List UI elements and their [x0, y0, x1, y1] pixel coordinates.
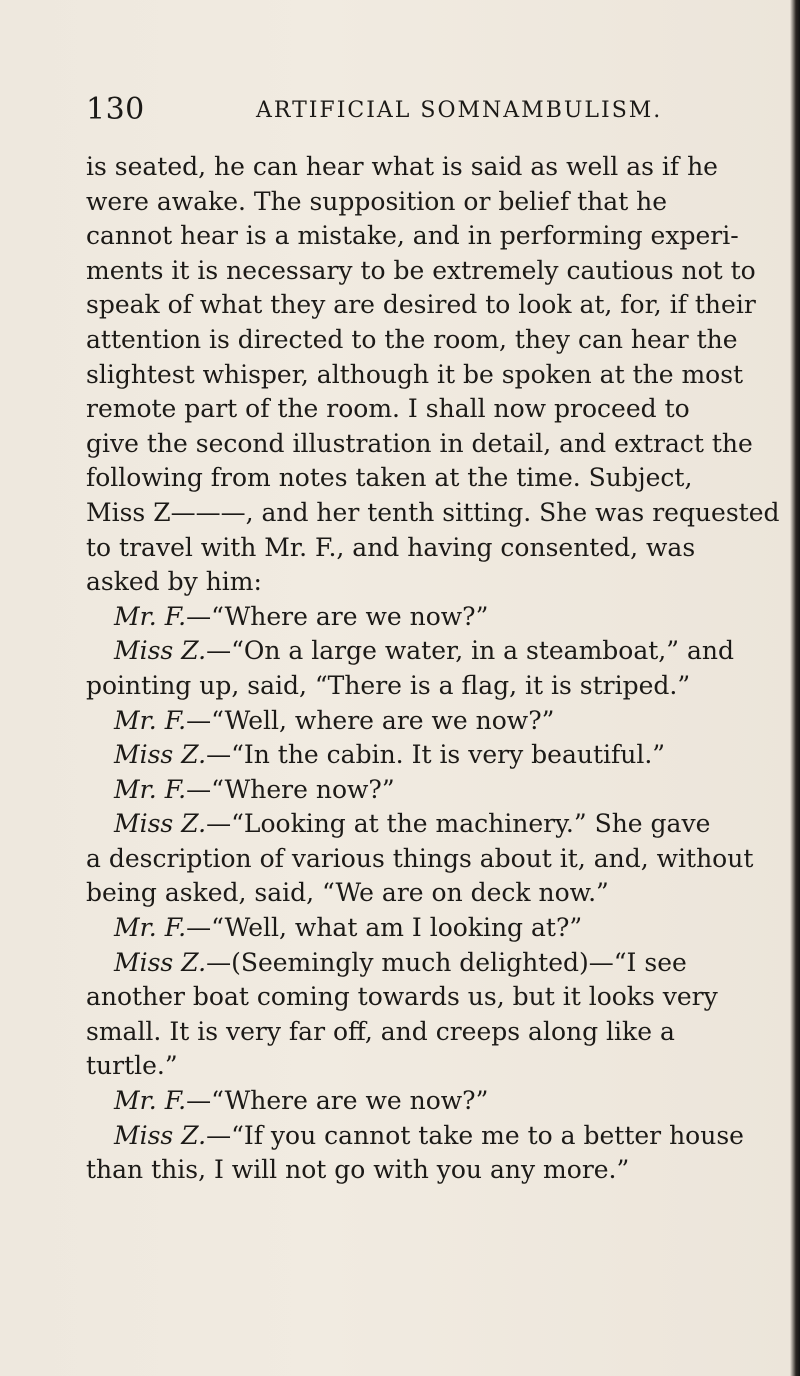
speaker-name: Miss Z.	[114, 636, 207, 666]
text-line: pointing up, said, “There is a flag, it is striped.”	[86, 670, 691, 700]
text-line: to travel with Mr. F., and having consented, was	[86, 532, 696, 562]
speaker-name: Miss Z.	[114, 809, 207, 839]
text-line: remote part of the room. I shall now proceed to	[86, 394, 690, 424]
dialogue-line: Mr. F.—“Well, what am I looking at?”	[114, 913, 583, 943]
text-line: than this, I will not go with you any more.”	[86, 1155, 630, 1185]
text-line: ments it is necessary to be extremely cautious not to	[86, 255, 756, 285]
text-line: small. It is very far off, and creeps along like a	[86, 1016, 675, 1046]
speaker-name: Mr. F.	[114, 913, 187, 943]
text-line: following from notes taken at the time. Subject,	[86, 463, 693, 493]
speaker-name: Mr. F.	[114, 705, 187, 735]
dialogue-line: Mr. F.—“Where now?”	[114, 774, 395, 804]
page-header	[86, 92, 746, 132]
text-line: a description of various things about it, and, without	[86, 843, 754, 873]
text-line: cannot hear is a mistake, and in performing experi-	[86, 221, 739, 251]
dialogue-line: Miss Z.—“In the cabin. It is very beautiful.”	[114, 740, 666, 770]
speaker-name: Miss Z.	[114, 947, 207, 977]
text-line: being asked, said, “We are on deck now.”	[86, 878, 609, 908]
speaker-name: Mr. F.	[114, 601, 187, 631]
speaker-name: Mr. F.	[114, 1086, 187, 1116]
text-line: attention is directed to the room, they can hear the	[86, 324, 738, 354]
text-line: turtle.”	[86, 1051, 178, 1081]
dialogue-line: Miss Z.—“If you cannot take me to a better house	[114, 1120, 744, 1150]
speaker-name: Miss Z.	[114, 740, 207, 770]
page-number: 130	[86, 92, 145, 127]
text-line: another boat coming towards us, but it looks very	[86, 982, 718, 1012]
page-edge-shadow	[790, 0, 800, 1376]
speaker-name: Miss Z.	[114, 1120, 207, 1150]
text-line: Miss Z———, and her tenth sitting. She was requested	[86, 497, 780, 527]
dialogue-line: Miss Z.—“Looking at the machinery.” She gave	[114, 809, 711, 839]
text-line: asked by him:	[86, 567, 262, 597]
text-line: is seated, he can hear what is said as well as if he	[86, 152, 718, 181]
dialogue-line: Mr. F.—“Where are we now?”	[114, 601, 489, 631]
text-line: were awake. The supposition or belief that he	[86, 186, 668, 216]
body-text	[86, 150, 780, 1188]
dialogue-line: Mr. F.—“Well, where are we now?”	[114, 705, 555, 735]
dialogue-line: Miss Z.—“On a large water, in a steamboat,” and	[114, 636, 734, 666]
dialogue-line: Mr. F.—“Where are we now?”	[114, 1086, 489, 1116]
running-title: ARTIFICIAL SOMNAMBULISM.	[256, 98, 663, 123]
text-line: slightest whisper, although it be spoken at the most	[86, 359, 744, 389]
text-line: speak of what they are desired to look at, for, if their	[86, 290, 756, 320]
dialogue-line: Miss Z.—(Seemingly much delighted)—“I see	[114, 947, 687, 977]
text-line: give the second illustration in detail, and extract the	[86, 428, 753, 458]
speaker-name: Mr. F.	[114, 774, 187, 804]
